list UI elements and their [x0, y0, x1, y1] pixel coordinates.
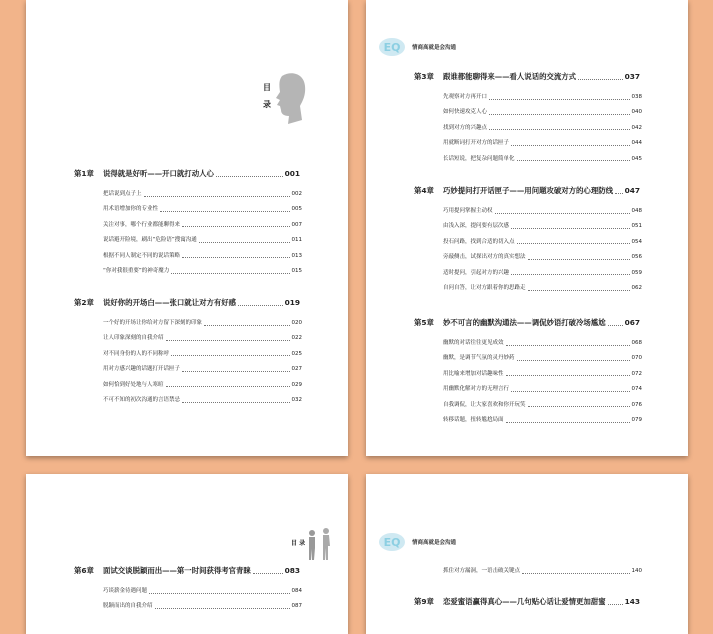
entry-title: 不可不知的初次沟通的言语禁忌 — [103, 397, 181, 403]
leader-dots — [182, 371, 289, 372]
entry-line — [443, 316, 640, 330]
entry-line — [443, 399, 642, 411]
entry-title: 投石问路，找到合适的切入点 — [443, 238, 515, 245]
toc-entry — [26, 219, 348, 231]
page-number: 007 — [291, 221, 302, 228]
entry-title: 一个好的开场让你给对方留下深刻的印象 — [103, 320, 203, 326]
entry-line — [103, 234, 302, 246]
entry-title: 用比喻来增加对话趣味性 — [443, 370, 504, 377]
toc-entry — [366, 205, 688, 217]
entry-title: 如何恰到好处地与人寒暄 — [103, 381, 164, 388]
page-number: 062 — [631, 285, 642, 291]
leader-dots — [511, 274, 629, 275]
head-silhouette-icon — [268, 70, 308, 140]
entry-line — [443, 137, 642, 149]
entry-title: 跟谁都能聊得来——看人说话的交流方式 — [443, 72, 577, 81]
leader-dots — [160, 211, 289, 212]
entry-title: 用对方感兴趣的话题打开话匣子 — [103, 366, 181, 373]
toc-entry — [26, 332, 348, 344]
page-number: 011 — [291, 237, 302, 244]
toc-entry — [26, 234, 348, 246]
toc-heading: 目 录 — [291, 540, 306, 547]
page-number: 001 — [284, 169, 300, 178]
toc-page-1 — [26, 0, 348, 456]
leader-dots — [171, 273, 289, 274]
page-number: 074 — [631, 386, 642, 393]
toc-entry — [366, 565, 688, 577]
page-number: 005 — [291, 206, 302, 213]
leader-dots — [166, 340, 290, 341]
page-number: 051 — [631, 223, 642, 230]
entry-title: 如何快速攻克人心 — [443, 109, 488, 116]
chapter-heading — [366, 316, 688, 330]
entry-line — [103, 332, 302, 344]
entry-title: 对不同身份的人的不同称呼 — [103, 350, 170, 357]
entry-title: 巧妙提问打开话匣子——用问题攻破对方的心理防线 — [443, 186, 613, 195]
book-title: 情商高就是会沟通 — [412, 45, 457, 51]
page-number: 032 — [291, 397, 302, 403]
eq-logo-icon — [378, 37, 406, 57]
toc-entry — [26, 585, 348, 597]
chapter-heading — [26, 564, 348, 578]
toc-entry — [366, 106, 688, 118]
page-number: 143 — [624, 597, 640, 606]
leader-dots — [489, 99, 629, 100]
leader-dots — [517, 243, 630, 244]
toc-entry — [366, 337, 688, 349]
page-number: 076 — [631, 401, 642, 408]
toc-entry — [366, 267, 688, 279]
entry-title: “你对我很重要”的神奇魔力 — [103, 268, 170, 274]
page-number: 027 — [291, 366, 302, 373]
page-number: 048 — [631, 208, 642, 214]
entry-line — [443, 595, 640, 609]
entry-title: 让人印象深刻的自我介绍 — [103, 335, 164, 342]
page-number: 045 — [631, 155, 642, 162]
entry-line — [103, 585, 302, 597]
leader-dots — [608, 325, 623, 326]
entry-title: 用就断词打开对方的话匣子 — [443, 140, 510, 147]
entry-title: 由浅入深，提问要有层次感 — [443, 223, 510, 230]
page-number: 059 — [631, 269, 642, 276]
leader-dots — [149, 593, 289, 594]
toc-entry — [26, 203, 348, 215]
chapter-number: 第4章 — [414, 186, 434, 195]
leader-dots — [495, 213, 630, 214]
page-number: 022 — [291, 335, 302, 342]
toc-entry — [366, 236, 688, 248]
toc-entry — [366, 352, 688, 364]
toc-page-3 — [26, 474, 348, 634]
chapter-number: 第9章 — [414, 597, 434, 606]
toc-entry — [366, 368, 688, 380]
page-number: 087 — [291, 603, 302, 610]
entry-line — [103, 348, 302, 360]
entry-line — [443, 236, 642, 248]
leader-dots — [144, 196, 290, 197]
chapter-number: 第2章 — [74, 298, 94, 307]
leader-dots — [204, 325, 289, 326]
leader-dots — [511, 391, 629, 392]
page-number: 002 — [291, 191, 302, 197]
toc-entry — [26, 188, 348, 200]
toc-entry — [366, 153, 688, 165]
chapter-heading — [366, 184, 688, 198]
page-number: 068 — [631, 340, 642, 346]
entry-line — [103, 188, 302, 200]
page-number: 067 — [624, 318, 640, 327]
page-number: 015 — [291, 268, 302, 274]
entry-line — [103, 394, 302, 406]
leader-dots — [528, 259, 630, 260]
entry-line — [443, 106, 642, 118]
entry-title: 找到对方的兴趣点 — [443, 124, 488, 131]
entry-title: 适时提问，引起对方的兴趣 — [443, 269, 510, 276]
entry-title: 长话短说，把复杂问题简单化 — [443, 155, 515, 162]
page-number: 044 — [631, 140, 642, 147]
entry-title: 妙不可言的幽默沟通法——调侃妙语打破冷场尴尬 — [443, 318, 606, 327]
leader-dots — [489, 114, 629, 115]
entry-title: 关注对事，哪个行业都能聊得来 — [103, 221, 181, 228]
toc-entry — [26, 394, 348, 406]
leader-dots — [506, 422, 630, 423]
entry-line — [103, 250, 302, 262]
entry-title: 说好你的开场白——张口就让对方有好感 — [103, 298, 237, 307]
page-number: 020 — [291, 320, 302, 326]
leader-dots — [528, 290, 630, 291]
leader-dots — [506, 345, 630, 346]
entry-title: 幽默，是调节气氛的灵丹妙药 — [443, 355, 515, 362]
page-number: 042 — [631, 124, 642, 131]
entry-title: 自我调侃，让大家喜欢和你开玩笑 — [443, 401, 526, 408]
leader-dots — [199, 242, 290, 243]
entry-line — [443, 91, 642, 103]
entry-line — [103, 379, 302, 391]
chapter-number: 第1章 — [74, 169, 94, 178]
entry-line — [443, 337, 642, 349]
page-number: 037 — [624, 72, 640, 81]
people-silhouette-icon — [304, 526, 334, 562]
chapter-heading — [366, 70, 688, 84]
entry-title: 用幽默化解对方的无理言行 — [443, 386, 510, 393]
entry-title: 巧用提问掌握主动权 — [443, 208, 493, 214]
page-number: 038 — [631, 94, 642, 100]
svg-text:EQ: EQ — [383, 41, 401, 54]
entry-line — [443, 368, 642, 380]
page-number: 029 — [291, 381, 302, 388]
leader-dots — [511, 145, 629, 146]
entry-title: 说得就是好听——开口就打动人心 — [103, 169, 214, 178]
entry-title: 脱颖而出的自我介绍 — [103, 603, 153, 610]
page-number: 040 — [631, 109, 642, 116]
entry-title: 先观察对方再开口 — [443, 94, 488, 100]
entry-line — [443, 383, 642, 395]
entry-line — [103, 265, 302, 277]
leader-dots — [511, 228, 629, 229]
toc-entry — [366, 251, 688, 263]
entry-title: 巧谈薪金待遇问题 — [103, 588, 148, 594]
toc-entry — [366, 137, 688, 149]
toc-entry — [26, 265, 348, 277]
leader-dots — [517, 160, 630, 161]
leader-dots — [608, 604, 623, 605]
toc-entry — [366, 383, 688, 395]
entry-title: 幽默的对话往往更见成效 — [443, 340, 504, 346]
leader-dots — [253, 573, 283, 574]
page-number: 054 — [631, 238, 642, 245]
leader-dots — [615, 193, 623, 194]
chapter-heading — [26, 296, 348, 310]
entry-line — [103, 363, 302, 375]
toc-entry — [26, 600, 348, 612]
leader-dots — [166, 386, 290, 387]
toc-heading: 目 录 — [263, 83, 271, 109]
entry-line — [443, 565, 642, 577]
page-number: 079 — [631, 417, 642, 423]
leader-dots — [182, 226, 289, 227]
eq-logo-icon — [378, 532, 406, 552]
entry-title: 把话说到点子上 — [103, 191, 142, 197]
entry-title: 抓住对方漏洞，一语击破关键点 — [443, 568, 521, 574]
toc-entry — [366, 122, 688, 134]
leader-dots — [155, 608, 290, 609]
svg-text:EQ: EQ — [383, 536, 401, 549]
entry-title: 旁敲侧击，试探出对方的真实想法 — [443, 254, 526, 261]
entry-line — [443, 267, 642, 279]
leader-dots — [522, 573, 629, 574]
entry-line — [443, 282, 642, 294]
entry-line — [443, 184, 640, 198]
entry-line — [443, 352, 642, 364]
entry-title: 恋爱蜜语赢得真心——几句贴心话让爱情更加甜蜜 — [443, 597, 606, 606]
entry-line — [443, 205, 642, 217]
entry-line — [103, 167, 300, 181]
leader-dots — [528, 406, 630, 407]
page-number: 025 — [291, 350, 302, 357]
leader-dots — [489, 129, 629, 130]
page-number: 019 — [284, 298, 300, 307]
toc-entry — [26, 348, 348, 360]
entry-line — [443, 251, 642, 263]
page-number: 013 — [291, 252, 302, 259]
toc-entry — [26, 317, 348, 329]
leader-dots — [171, 355, 289, 356]
toc-entry — [26, 363, 348, 375]
toc-entry — [366, 220, 688, 232]
page-number: 072 — [631, 370, 642, 377]
entry-title: 自问自答，让对方跟着你的思路走 — [443, 285, 526, 291]
chapter-number: 第3章 — [414, 72, 434, 81]
leader-dots — [238, 305, 283, 306]
entry-title: 根据不同人制定不同的说话策略 — [103, 252, 181, 259]
toc-entry — [366, 399, 688, 411]
leader-dots — [578, 79, 623, 80]
leader-dots — [182, 402, 289, 403]
chapter-number: 第6章 — [74, 566, 94, 575]
chapter-heading — [366, 595, 688, 609]
entry-line — [103, 564, 300, 578]
page-number: 047 — [624, 186, 640, 195]
leader-dots — [216, 176, 283, 177]
leader-dots — [517, 360, 630, 361]
toc-entry — [366, 282, 688, 294]
entry-line — [443, 153, 642, 165]
entry-line — [103, 203, 302, 215]
entry-line — [443, 122, 642, 134]
entry-title: 转移话题，扭转尴尬局面 — [443, 417, 504, 423]
toc-entry — [366, 91, 688, 103]
entry-title: 面试交谈脱颖而出——第一时间获得考官青睐 — [103, 566, 251, 575]
page-number: 056 — [631, 254, 642, 261]
entry-line — [443, 70, 640, 84]
page-number: 070 — [631, 355, 642, 362]
entry-title: 说话避开险境，刷出“危险语”搜寓沟通 — [103, 237, 197, 244]
entry-title: 用术语增加你的专业性 — [103, 206, 159, 213]
entry-line — [103, 317, 302, 329]
entry-line — [103, 219, 302, 231]
toc-page-4 — [366, 474, 688, 634]
page-number: 083 — [284, 566, 300, 575]
entry-line — [443, 414, 642, 426]
page-number: 084 — [291, 588, 302, 594]
entry-line — [103, 600, 302, 612]
leader-dots — [506, 375, 630, 376]
toc-entry — [26, 250, 348, 262]
toc-entry — [366, 414, 688, 426]
toc-entry — [26, 379, 348, 391]
leader-dots — [182, 257, 289, 258]
page-number: 140 — [631, 568, 642, 574]
toc-page-2 — [366, 0, 688, 456]
entry-line — [443, 220, 642, 232]
entry-line — [103, 296, 300, 310]
chapter-number: 第5章 — [414, 318, 434, 327]
book-title: 情商高就是会沟通 — [412, 540, 457, 546]
chapter-heading — [26, 167, 348, 181]
